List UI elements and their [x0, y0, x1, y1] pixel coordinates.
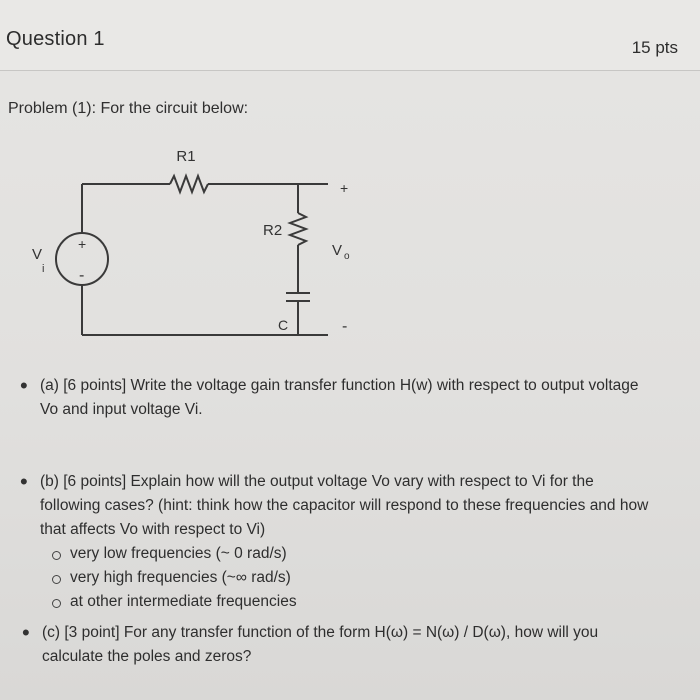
part-c	[42, 621, 692, 669]
sub-bullet-3	[52, 599, 61, 608]
part-b-case-3: at other intermediate frequencies	[70, 593, 297, 610]
part-c-text-2: calculate the poles and zeros?	[42, 648, 252, 665]
label-r2: R2	[263, 222, 283, 239]
label-r1: R1	[176, 148, 196, 165]
label-vi: V	[32, 246, 43, 263]
problem-intro: Problem (1): For the circuit below:	[8, 100, 249, 117]
bullet-b: •	[20, 469, 28, 494]
label-vo-sub: o	[344, 251, 350, 262]
question-title: Question 1	[6, 28, 105, 50]
label-vo-minus: -	[342, 318, 348, 335]
part-c-label: (c) [3 point]	[42, 624, 120, 641]
part-c-text-1: For any transfer function of the form H(ω) = N(ω) / D(ω), how will you	[119, 624, 599, 641]
part-b-case-2: very high frequencies (~∞ rad/s)	[70, 569, 291, 586]
part-b-case-1: very low frequencies (~ 0 rad/s)	[70, 545, 287, 562]
question-points: 15 pts	[631, 38, 678, 57]
sub-bullet-1	[52, 551, 61, 560]
part-b-label: (b) [6 points]	[40, 473, 127, 490]
part-b	[40, 470, 695, 542]
label-source-plus: +	[78, 236, 87, 252]
bullet-a: •	[20, 373, 28, 398]
part-a-label: (a) [6 points]	[40, 377, 127, 394]
part-b-text-1: Explain how will the output voltage Vo vary with respect to Vi for the	[126, 473, 594, 490]
bullet-c: •	[22, 620, 30, 645]
label-source-minus: -	[79, 267, 85, 284]
label-vo-plus: +	[340, 180, 349, 196]
part-b-text-3: that affects Vo with respect to Vi)	[40, 521, 266, 538]
part-a-text-2: Vo and input voltage Vi.	[40, 401, 203, 418]
part-b-text-2: following cases? (hint: think how the capacitor will respond to these frequencies and how	[40, 497, 649, 514]
part-a-text-1: Write the voltage gain transfer function H(w) with respect to output voltage	[126, 377, 639, 394]
part-a	[40, 374, 690, 422]
sub-bullet-2	[52, 575, 61, 584]
label-vo: V	[332, 242, 343, 259]
label-c: C	[278, 317, 289, 333]
label-vi-sub: i	[42, 263, 45, 275]
